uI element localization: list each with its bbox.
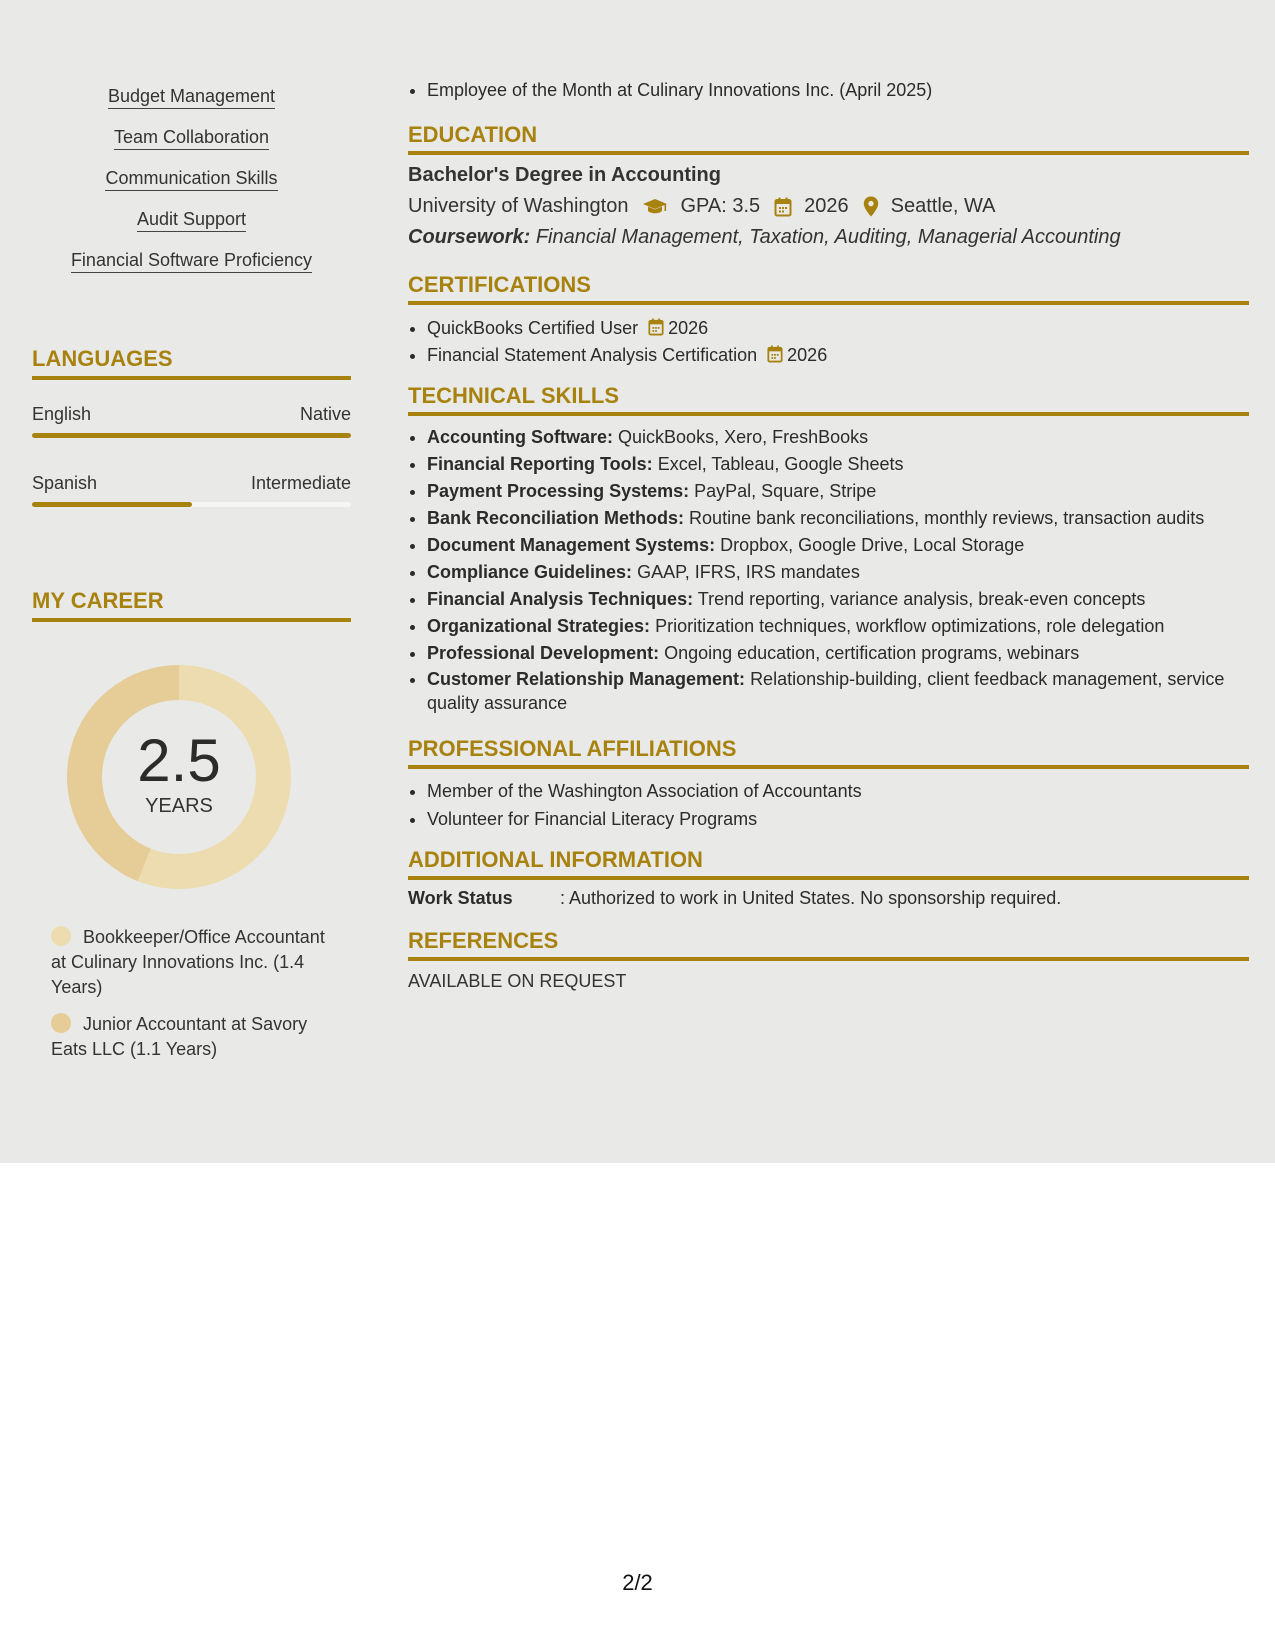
work-status-label: Work Status [408, 888, 513, 908]
career-donut-chart [67, 665, 291, 889]
career-years-unit: YEARS [145, 794, 213, 817]
tech-skill-label: Organizational Strategies: [427, 616, 651, 636]
references-heading: REFERENCES [408, 928, 1249, 961]
tech-skill-item [427, 532, 1249, 559]
skill-item: Financial Software Proficiency [71, 250, 312, 273]
tech-skill-label: Financial Analysis Techniques: [427, 589, 694, 609]
calendar-icon [774, 197, 792, 217]
legend-dot [51, 1013, 71, 1033]
tech-skill-label: Professional Development: [427, 643, 660, 663]
tech-skill-value: GAAP, IFRS, IRS mandates [637, 562, 860, 582]
tech-skill-item [427, 640, 1249, 667]
language-spanish [32, 473, 351, 507]
tech-skill-label: Customer Relationship Management: [427, 669, 746, 689]
coursework [408, 226, 1121, 249]
skill-item: Budget Management [108, 86, 275, 109]
affiliations-list [408, 777, 1249, 833]
language-name: English [32, 404, 92, 424]
skill-item: Communication Skills [105, 168, 277, 191]
certification-name: Financial Statement Analysis Certification [427, 345, 758, 365]
tech-skill-label: Financial Reporting Tools: [427, 454, 653, 474]
career-heading: MY CAREER [32, 588, 351, 622]
tech-skill-label: Compliance Guidelines: [427, 562, 633, 582]
certification-item [427, 342, 1249, 369]
language-level: Intermediate [250, 473, 351, 493]
tech-skill-value: Excel, Tableau, Google Sheets [657, 454, 904, 474]
page-number: 2/2 [622, 1570, 653, 1595]
education-meta [408, 195, 996, 218]
language-name: Spanish [32, 473, 98, 493]
career-legend-item [51, 1012, 341, 1062]
coursework-label: Coursework: [408, 226, 531, 248]
tech-skill-item [427, 451, 1249, 478]
tech-skill-value: Relationship-building, client feedback management, service quality assurance [427, 669, 1225, 713]
education-heading: EDUCATION [408, 122, 1249, 155]
language-bar-fill [32, 433, 351, 438]
tech-skill-item [427, 478, 1249, 505]
work-status [408, 888, 1061, 909]
legend-label: Bookkeeper/Office Accountant at Culinary Innovations Inc. (1.4 Years) [51, 927, 325, 997]
affiliation-item: • Volunteer for Financial Literacy Programs [427, 805, 1249, 833]
affiliation-item: • Member of the Washington Association of Accountants [427, 777, 1249, 805]
tech-skill-item [427, 559, 1249, 586]
tech-skill-value: Dropbox, Google Drive, Local Storage [720, 535, 1025, 555]
references-text: AVAILABLE ON REQUEST [408, 971, 627, 991]
tech-skill-item [427, 667, 1249, 715]
tech-skill-value: Prioritization techniques, workflow optimizations, role delegation [655, 616, 1165, 636]
tech-skill-label: Payment Processing Systems: [427, 481, 690, 501]
tech-skill-label: Bank Reconciliation Methods: [427, 508, 685, 528]
tech-skill-value: QuickBooks, Xero, FreshBooks [618, 427, 869, 447]
gpa: GPA: 3.5 [680, 195, 761, 217]
certification-year: 2026 [668, 318, 709, 338]
tech-skill-value: PayPal, Square, Stripe [694, 481, 877, 501]
skills-list [32, 86, 351, 291]
language-bar [32, 433, 351, 438]
certification-item [427, 315, 1249, 342]
award-item: • Employee of the Month at Culinary Innovations Inc. (April 2025) [427, 80, 1249, 101]
tech-skill-item [427, 424, 1249, 451]
skill-item: Team Collaboration [114, 127, 269, 150]
degree-title: Bachelor's Degree in Accounting [408, 164, 721, 186]
language-bar [32, 502, 351, 507]
calendar-icon [648, 318, 664, 336]
certifications-list [408, 315, 1249, 369]
certifications-heading: CERTIFICATIONS [408, 272, 1249, 305]
language-bar-fill [32, 502, 192, 507]
calendar-icon [767, 345, 783, 363]
career-legend [51, 925, 341, 1074]
language-level: Native [299, 404, 351, 424]
graduation-year: 2026 [804, 195, 849, 217]
graduation-cap-icon [642, 198, 668, 216]
tech-skill-value: Routine bank reconciliations, monthly reviews, transaction audits [689, 508, 1205, 528]
tech-skill-label: Document Management Systems: [427, 535, 716, 555]
tech-skill-item [427, 613, 1249, 640]
legend-label: Junior Accountant at Savory Eats LLC (1.1 Years) [51, 1014, 308, 1059]
additional-info-heading: ADDITIONAL INFORMATION [408, 847, 1249, 880]
coursework-value: Financial Management, Taxation, Auditing, Managerial Accounting [535, 226, 1121, 248]
tech-skill-item [427, 505, 1249, 532]
career-legend-item [51, 925, 341, 1000]
certification-year: 2026 [787, 345, 828, 365]
school-location: Seattle, WA [890, 195, 996, 217]
tech-skill-value: Ongoing education, certification programs, webinars [664, 643, 1080, 663]
tech-skill-value: Trend reporting, variance analysis, break-even concepts [697, 589, 1146, 609]
language-english [32, 404, 351, 438]
work-status-value: : Authorized to work in United States. No sponsorship required. [560, 888, 1062, 908]
skill-item: Audit Support [137, 209, 246, 232]
tech-skill-label: Accounting Software: [427, 427, 614, 447]
languages-heading: LANGUAGES [32, 346, 351, 380]
location-pin-icon [863, 196, 879, 217]
technical-skills-heading: TECHNICAL SKILLS [408, 383, 1249, 416]
affiliations-heading: PROFESSIONAL AFFILIATIONS [408, 736, 1249, 769]
school-name: University of Washington [408, 195, 629, 217]
legend-dot [51, 926, 71, 946]
career-total-years: 2.5 [137, 726, 221, 794]
tech-skill-item [427, 586, 1249, 613]
technical-skills-list [408, 424, 1249, 715]
certification-name: QuickBooks Certified User [427, 318, 639, 338]
awards-list [408, 80, 1249, 101]
donut-center [67, 665, 291, 889]
